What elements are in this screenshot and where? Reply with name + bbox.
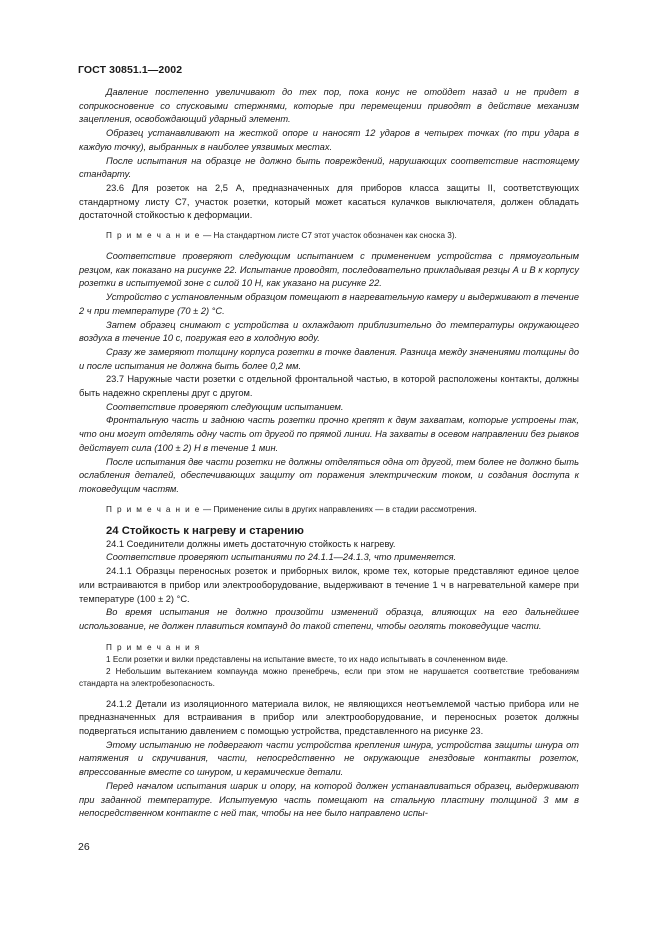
- body-paragraph-italic: Сразу же замеряют толщину корпуса розетки в точке давления. Разница между значениями толщины до и после испытания не должна быть более 0,2 мм.: [79, 346, 579, 371]
- body-paragraph-italic: Соответствие проверяют следующим испытанием.: [106, 401, 344, 412]
- body-paragraph-italic: Затем образец снимают с устройства и охлаждают приблизительно до температуры окружающего воздуха в течение 10 с, погружая его в холодную воду.: [79, 319, 579, 344]
- note-item: 1 Если розетки и вилки представлены на испытание вместе, то их надо испытывать в сочлененном виде.: [106, 654, 508, 664]
- note-text: — На стандартном листе С7 этот участок обозначен как сноска 3).: [200, 231, 457, 241]
- body-paragraph-italic: Во время испытания не должно произойти изменений образца, влияющих на его дальнейшее использование, не должен плавиться компаунд до такой степени, чтобы оголять токоведущие части.: [79, 607, 579, 631]
- note-label: П р и м е ч а н и е: [106, 231, 201, 241]
- notes-heading: [79, 642, 579, 654]
- note-text: — Применение силы в других направлениях — в стадии рассмотрения.: [200, 504, 477, 514]
- body-paragraph-italic: Соответствие проверяют следующим испытанием с применением устройства с прямоугольным резцом, как показано на рисунке 22. Испытание проводят, последовательно прикладывая резцы А и В к корпусу розетки в испытуемой зоне с силой 10 Н, как указано на рисунке 22.: [79, 251, 579, 289]
- body-paragraph-italic: Соответствие проверяют испытаниями по 24.1.1—24.1.3, что применяется.: [106, 552, 457, 563]
- body-paragraph-italic: Этому испытанию не подвергают части устройства крепления шнура, устройства защиты шнура от натяжения и скручивания, части, непосредственно не окружающие гнездовые контакты розеток, впрессованные вместе со шнуром, и керамические детали.: [79, 739, 579, 778]
- body-paragraph: 24.1 Соединители должны иметь достаточную стойкость к нагреву.: [106, 538, 396, 549]
- body-paragraph-italic: Устройство с установленным образцом помещают в нагревательную камеру и выдерживают в течение 2 ч при температуре (70 ± 2) °С.: [79, 292, 579, 316]
- page-header-standard: ГОСТ 30851.1—2002: [78, 64, 183, 76]
- page-number: 26: [78, 841, 90, 853]
- note-paragraph: [79, 504, 579, 516]
- notes-label: П р и м е ч а н и я: [106, 642, 201, 652]
- body-paragraph-italic: Перед началом испытания шарик и опору, на которой должен устанавливаться образец, выдерживают при заданной температуре. Испытуемую часть помещают на стальную пластину толщиной 3 мм в непосредственном контакте с ней так, чтобы на нее было направлено испы-: [79, 780, 579, 819]
- note-item: 2 Небольшим вытеканием компаунда можно пренебречь, если при этом не нарушается соответствие требованиям стандарта на электробезопасность.: [79, 666, 579, 688]
- document-body: [79, 86, 579, 821]
- body-paragraph: 24.1.2 Детали из изоляционного материала вилок, не являющихся неотъемлемой частью прибора или не предназначенных для встраивания в прибор или электрооборудование, и переносных розеток должны подвергаться испытанию давлением с помощью устройства, представленного на рисунке 23.: [79, 698, 579, 737]
- body-paragraph: 24.1.1 Образцы переносных розеток и приборных вилок, кроме тех, которые представляют единое целое или встраиваются в прибор или электрооборудование, выдерживают в течение 1 ч в нагревательной камере при температуре (100 ± 2) °С.: [79, 566, 579, 604]
- body-paragraph: 23.6 Для розеток на 2,5 А, предназначенных для приборов класса защиты II, соответствующих стандартному листу С7, участок розетки, который может касаться кулачков выключателя, должен обладать достаточной стойкостью к деформации.: [79, 182, 579, 221]
- note-paragraph: [79, 230, 579, 242]
- section-heading: 24 Стойкость к нагреву и старению: [106, 524, 304, 537]
- note-label: П р и м е ч а н и е: [106, 504, 201, 514]
- body-paragraph: 23.7 Наружные части розетки с отдельной фронтальной частью, в которой расположены контакты, должны быть надежно скреплены друг с другом.: [79, 374, 579, 399]
- body-paragraph-italic: Образец устанавливают на жесткой опоре и наносят 12 ударов в четырех точках (по три удара в каждую точку), выбранных в наиболее уязвимых местах.: [79, 128, 579, 152]
- body-paragraph-italic: После испытания две части розетки не должны отделяться одна от другой, тем более не должно быть ослабления деталей, обеспечивающих защиту от поражения электрическим током, и создания доступа к токоведущим частям.: [79, 456, 579, 494]
- body-paragraph-italic: Давление постепенно увеличивают до тех пор, пока конус не отойдет назад и не придет в соприкосновение со спусковыми стержнями, которые при перемещении приводят в действие механизм зацепления, освобождающий ударный элемент.: [79, 87, 579, 125]
- body-paragraph-italic: Фронтальную часть и заднюю часть розетки прочно крепят к двум захватам, которые устроены так, что они могут отделять одну часть от другой по прямой линии. На захваты в осевом направлении без рывков действует сила (100 ± 2) Н в течение 1 мин.: [79, 415, 579, 453]
- body-paragraph-italic: После испытания на образце не должно быть повреждений, нарушающих соответствие настоящему стандарту.: [79, 155, 579, 180]
